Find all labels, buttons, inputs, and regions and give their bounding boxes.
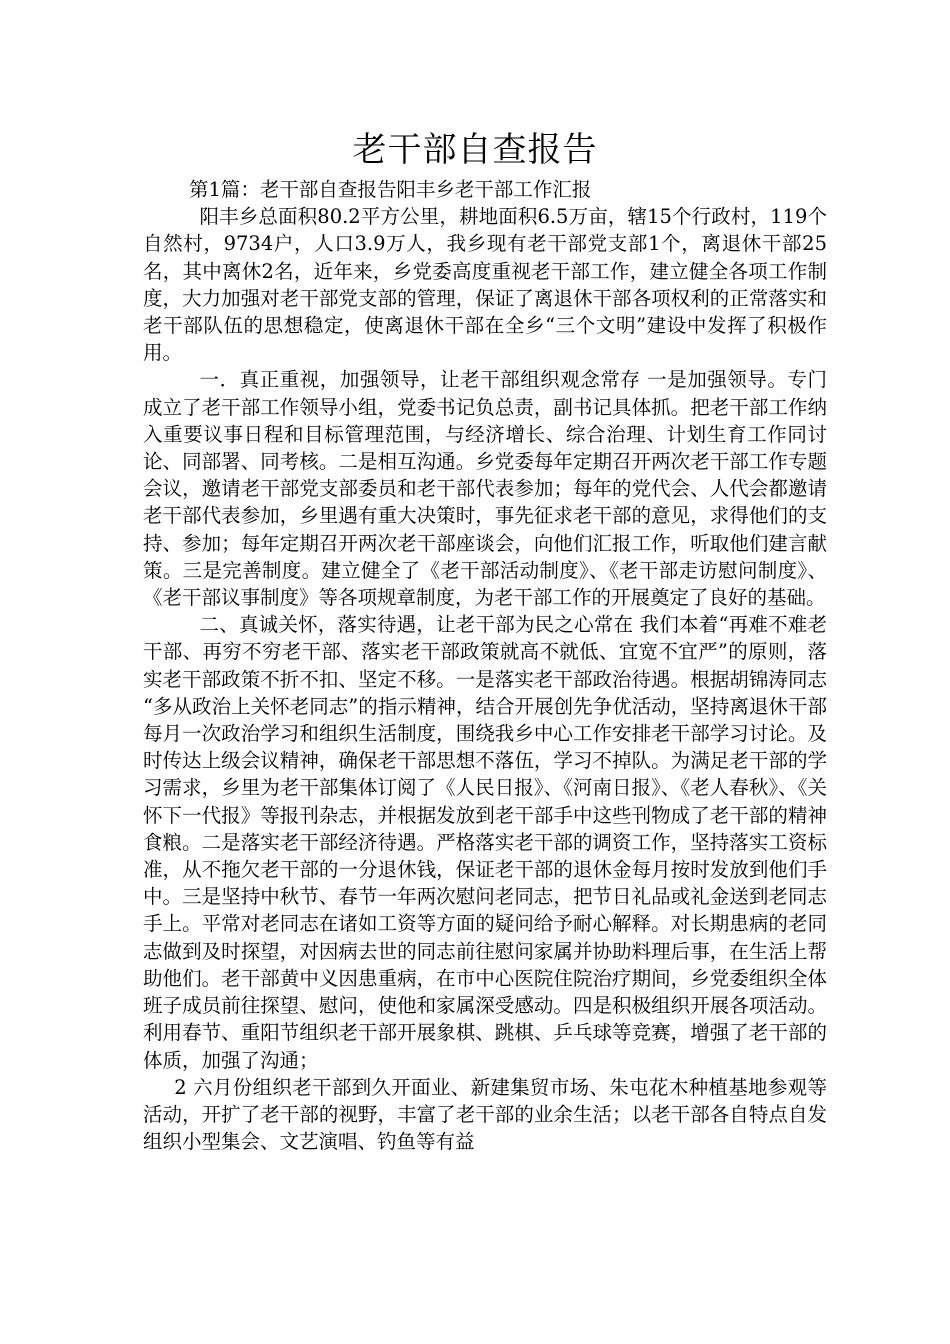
document-body [143,176,827,1155]
paragraph-continuation: 2 六月份组织老干部到久开面业、新建集贸市场、朱屯花木种植基地参观等活动，开扩了老干部的视野，丰富了老干部的业余生活；以老干部各自特点自发组织小型集会、文艺演唱、钓鱼等有益 [143,1075,827,1154]
document-title: 老干部自查报告 [352,130,598,170]
document-subtitle: 第1篇：老干部自查报告阳丰乡老干部工作汇报 [189,178,592,201]
paragraph-section-one: 一．真正重视，加强领导，让老干部组织观念常存 一是加强领导。专门成立了老干部工作领导小组，党委书记负总责，副书记具体抓。把老干部工作纳入重要议事日程和目标管理范围，与经济增长、综合治理、计划生育工作同讨论、同部署、同考核。二是相互沟通。乡党委每年定期召开两次老干部工作专题会议，邀请老干部党支部委员和老干部代表参加；每年的党代会、人代会都邀请老干部代表参加，乡里遇有重大决策时，事先征求老干部的意见，求得他们的支持、参加；每年定期召开两次老干部座谈会，向他们汇报工作，听取他们建言献策。三是完善制度。建立健全了《老干部活动制度》、《老干部走访慰问制度》、《老干部议事制度》等各项规章制度，为老干部工作的开展奠定了良好的基础。 [143,368,827,610]
paragraph-intro: 阳丰乡总面积80.2平方公里，耕地面积6.5万亩，辖15个行政村，119个自然村，9734户，人口3.9万人，我乡现有老干部党支部1个，离退休干部25名，其中离休2名，近年来，乡党委高度重视老干部工作，建立健全各项工作制度，大力加强对老干部党支部的管理，保证了离退休干部各项权利的正常落实和老干部队伍的思想稳定，使离退休干部在全乡“三个文明”建设中发挥了积极作用。 [143,205,827,365]
paragraph-section-two: 二、真诚关怀，落实待遇，让老干部为民之心常在 我们本着“再难不难老干部、再穷不穷老干部、落实老干部政策就高不就低、宜宽不宜严”的原则，落实老干部政策不折不扣、坚定不移。一是落实老干部政治待遇。根据胡锦涛同志 “多从政治上关怀老同志”的指示精神，结合开展创先争优活动，坚持离退休干部每月一次政治学习和组织生活制度，围绕我乡中心工作安排老干部学习讨论。及时传达上级会议精神，确保老干部思想不落伍，学习不掉队。为满足老干部的学习需求，乡里为老干部集体订阅了《人民日报》、《河南日报》、《老人春秋》、《关怀下一代报》等报刊杂志，并根据发放到老干部手中这些刊物成了老干部的精神食粮。二是落实老干部经济待遇。严格落实老干部的调资工作，坚持落实工资标准，从不拖欠老干部的一分退休钱，保证老干部的退休金每月按时发放到他们手中。三是坚持中秋节、春节一年两次慰问老同志，把节日礼品或礼金送到老同志手上。平常对老同志在诸如工资等方面的疑问给予耐心解释。对长期患病的老同志做到及时探望，对因病去世的同志前往慰问家属并协助料理后事，在生活上帮助他们。老干部黄中义因患重病，在市中心医院住院治疗期间，乡党委组织全体班子成员前往探望、慰问，使他和家属深受感动。四是积极组织开展各项活动。利用春节、重阳节组织老干部开展象棋、跳棋、乒乓球等竞赛，增强了老干部的体质，加强了沟通； [143,613,827,1072]
